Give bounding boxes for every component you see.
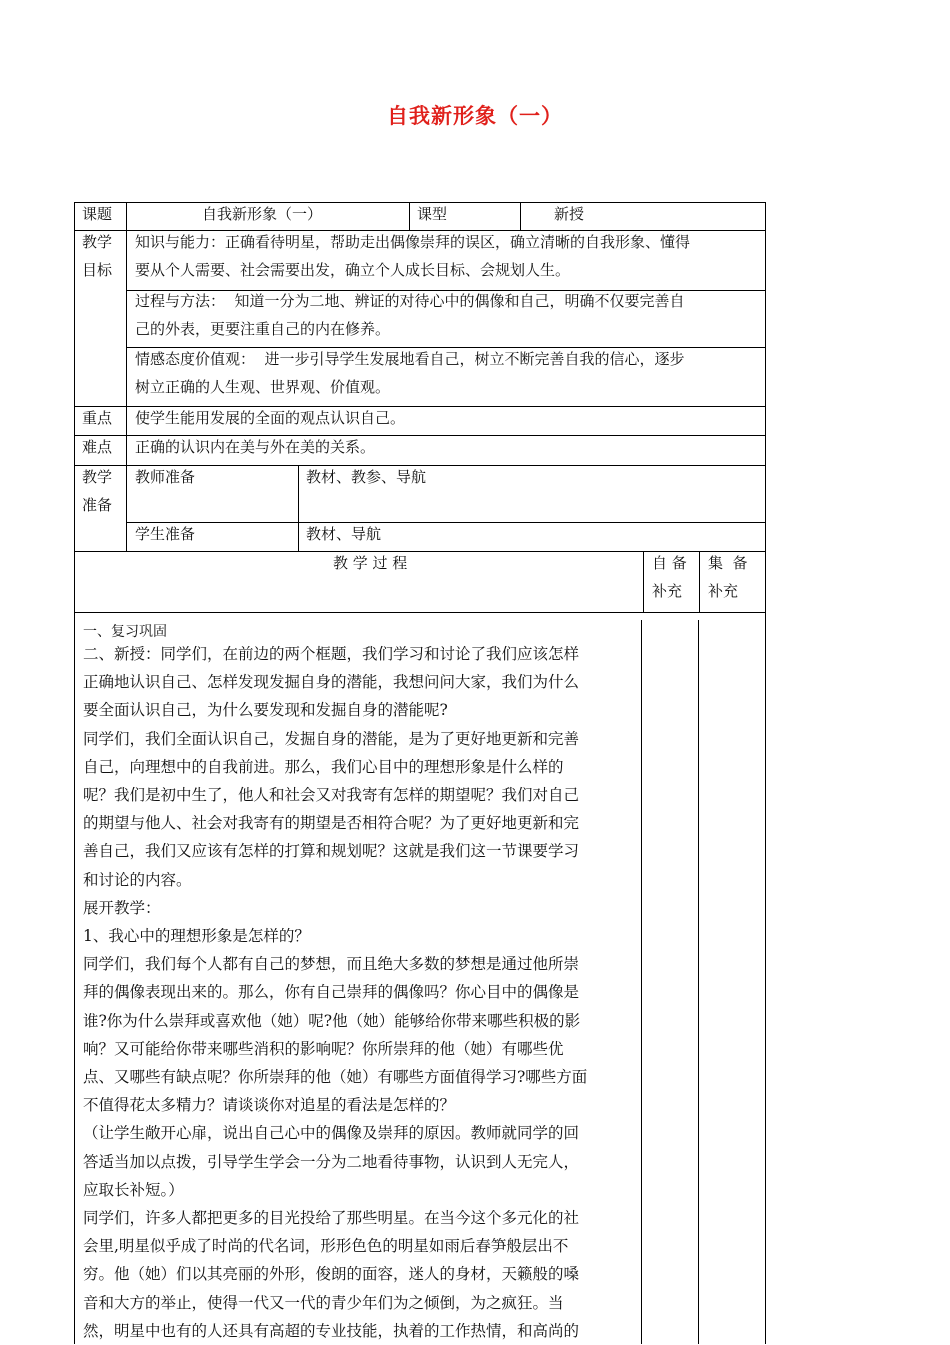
body-line: 响？又可能给你带来哪些消积的影响呢？你所崇拜的他（她）有哪些优 xyxy=(83,1039,564,1058)
body-line: 穷。他（她）们以其亮丽的外形，俊朗的面容，迷人的身材，天籁般的嗓 xyxy=(83,1265,580,1284)
topic-value: 自我新形象（一） xyxy=(202,205,323,223)
teacher-prep-label: 教师准备 xyxy=(135,468,196,486)
key-point-value: 使学生能用发展的全面的观点认识自己。 xyxy=(135,409,406,427)
lesson-type-value: 新授 xyxy=(554,205,585,223)
divider xyxy=(126,522,766,523)
difficulty-label: 难点 xyxy=(82,438,113,456)
body-line: 不值得花太多精力？请谈谈你对追星的看法是怎样的？ xyxy=(83,1096,456,1115)
body-line: 1、我心中的理想形象是怎样的？ xyxy=(83,927,310,946)
lesson-type-label: 课型 xyxy=(417,205,448,223)
divider xyxy=(699,551,700,613)
body-paragraphs xyxy=(83,640,639,1345)
body-line: 同学们，许多人都把更多的目光投给了那些明星。在当今这个多元化的社 xyxy=(83,1209,580,1228)
body-line: 同学们，我们全面认识自己，发掘自身的潜能，是为了更好地更新和完善 xyxy=(83,729,580,748)
table-border-right xyxy=(765,202,766,1344)
body-line: 自己，向理想中的自我前进。那么，我们心目中的理想形象是什么样的 xyxy=(83,757,564,776)
group-prep-header: 集 备 补充 xyxy=(708,554,748,600)
body-line: 音和大方的举止，使得一代又一代的青少年们为之倾倒，为之疯狂。当 xyxy=(83,1293,564,1312)
body-line: 展开教学： xyxy=(83,898,161,917)
divider xyxy=(126,202,127,552)
body-line: 会里,明星似乎成了时尚的代名词，形形色色的明星如雨后春笋般层出不 xyxy=(83,1237,569,1256)
divider xyxy=(643,551,644,613)
body-line: 和讨论的内容。 xyxy=(83,870,192,889)
body-line: 善自己，我们又应该有怎样的打算和规划呢？这就是我们这一节课要学习 xyxy=(83,842,580,861)
topic-label: 课题 xyxy=(82,205,113,223)
key-point-label: 重点 xyxy=(82,409,113,427)
divider xyxy=(698,620,699,1344)
body-line: 然，明星中也有的人还具有高超的专业技能，执着的工作热情，和高尚的 xyxy=(83,1321,580,1340)
body-line: 要全面认识自己，为什么要发现和发掘自身的潜能呢? xyxy=(83,701,448,720)
objectives-label: 教学 目标 xyxy=(82,233,113,279)
page-title: 自我新形象（一） xyxy=(387,104,563,128)
objective-knowledge: 知识与能力：正确看待明星，帮助走出偶像崇拜的误区，确立清晰的自我形象、懂得 要从个人需要、社会需要出发，确立个人成长目标、会规划人生。 xyxy=(135,233,691,279)
body-line: 点、又哪些有缺点呢？你所崇拜的他（她）有哪些方面值得学习?哪些方面 xyxy=(83,1068,588,1087)
body-line: 答适当加以点拨，引导学生学会一分为二地看待事物，认识到人无完人， xyxy=(83,1152,580,1171)
preparation-label: 教学 准备 xyxy=(82,468,113,514)
self-prep-header: 自 备 补充 xyxy=(652,554,687,600)
body-line: 拜的偶像表现出来的。那么，你有自己崇拜的偶像吗？你心目中的偶像是 xyxy=(83,983,580,1002)
student-prep-value: 教材、导航 xyxy=(306,525,382,543)
divider xyxy=(74,612,766,613)
difficulty-value: 正确的认识内在美与外在美的关系。 xyxy=(135,438,376,456)
body-line: 应取长补短。） xyxy=(83,1180,184,1199)
divider xyxy=(409,202,410,231)
divider xyxy=(520,202,521,231)
body-line: 同学们，我们每个人都有自己的梦想，而且绝大多数的梦想是通过他所崇 xyxy=(83,955,580,974)
section-review: 一、复习巩固 xyxy=(83,624,167,640)
objective-process: 过程与方法： 知道一分为二地、辨证的对待心中的偶像和自己，明确不仅要完善自 己的外表，更要注重自己的内在修养。 xyxy=(135,292,685,338)
body-line: 谁?你为什么崇拜或喜欢他（她）呢?他（她）能够给你带来哪些积极的影 xyxy=(83,1011,581,1030)
body-line: 呢？我们是初中生了，他人和社会又对我寄有怎样的期望呢？我们对自己 xyxy=(83,786,580,805)
process-header: 教 学 过 程 xyxy=(333,554,408,572)
divider xyxy=(298,465,299,552)
lesson-body xyxy=(83,624,639,1345)
objective-emotion: 情感态度价值观： 进一步引导学生发展地看自己，树立不断完善自我的信心，逐步 树立正确的人生观、世界观、价值观。 xyxy=(135,350,685,396)
body-line: 二、新授：同学们，在前边的两个框题，我们学习和讨论了我们应该怎样 xyxy=(83,645,580,663)
student-prep-label: 学生准备 xyxy=(135,525,196,543)
body-line: 的期望与他人、社会对我寄有的期望是否相符合呢？为了更好地更新和完 xyxy=(83,814,580,833)
body-line: 正确地认识自己、怎样发现发掘自身的潜能，我想问问大家，我们为什么 xyxy=(83,673,580,692)
teacher-prep-value: 教材、教参、导航 xyxy=(306,468,427,486)
table-border-left xyxy=(74,202,75,1344)
body-line: （让学生敞开心扉，说出自己心中的偶像及崇拜的原因。教师就同学的回 xyxy=(83,1124,580,1143)
divider xyxy=(641,620,642,1344)
